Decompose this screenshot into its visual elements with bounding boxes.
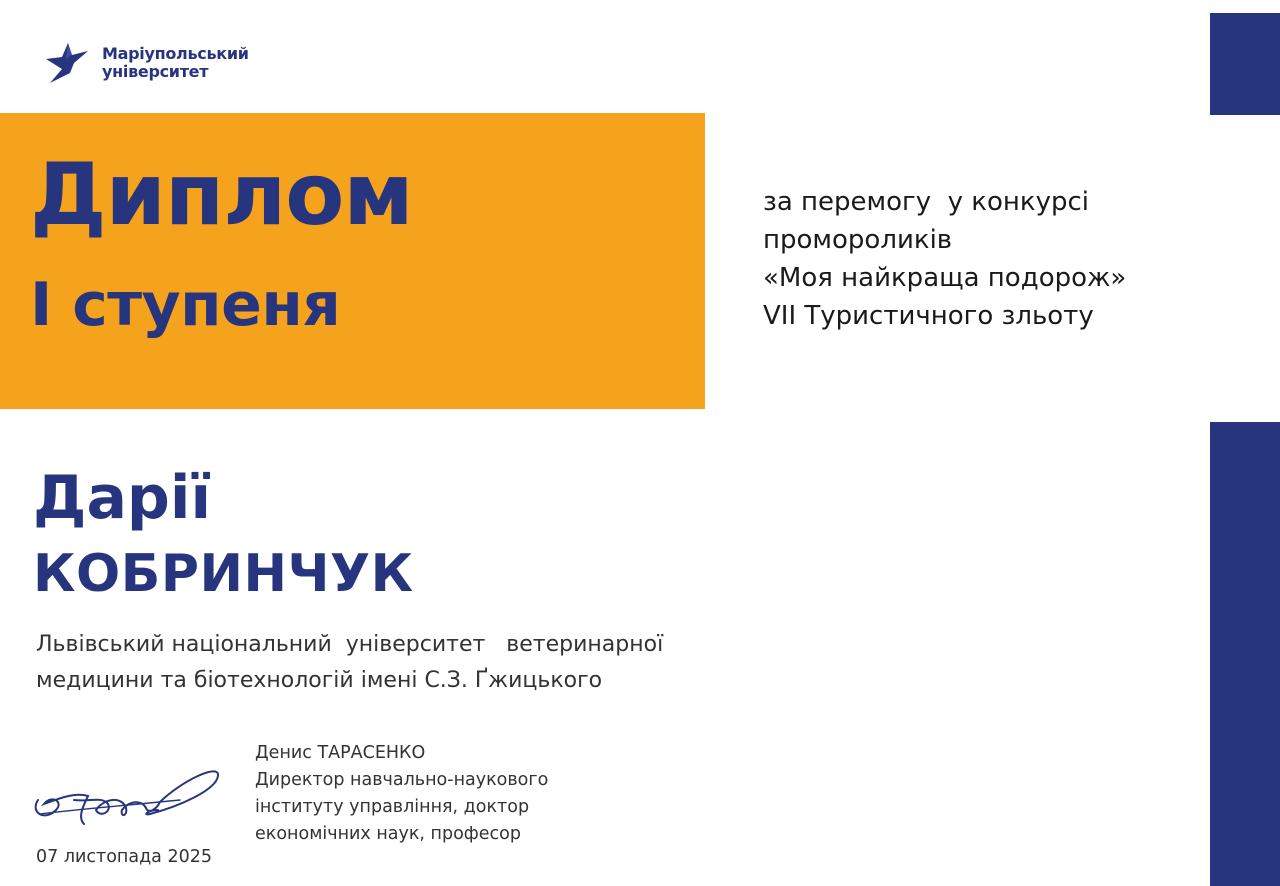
award-line: за перемогу у конкурсі xyxy=(763,187,1089,217)
recipient-institution xyxy=(36,627,716,699)
handwritten-signature xyxy=(30,752,230,841)
award-line: «Моя найкраща подорож» xyxy=(763,263,1127,293)
logo-line-1: Маріупольський xyxy=(102,44,249,63)
recipient-last-name: КОБРИНЧУК xyxy=(33,544,414,604)
recipient-first-name: Дарії xyxy=(33,463,212,533)
award-description xyxy=(763,183,1203,335)
signer-block xyxy=(255,740,585,848)
logo-wordmark xyxy=(102,45,249,81)
diploma-degree: І ступеня xyxy=(30,270,341,340)
award-line: промороликів xyxy=(763,225,953,255)
issue-date: 07 листопада 2025 xyxy=(36,847,212,867)
decorative-blue-bar-bottom xyxy=(1210,422,1280,886)
signer-name: Денис ТАРАСЕНКО xyxy=(255,743,426,763)
signer-title-line: Директор навчально-наукового xyxy=(255,770,549,790)
signer-title-line: інституту управління, доктор xyxy=(255,797,530,817)
logo-line-2: університет xyxy=(102,62,209,81)
diploma-title: Диплом xyxy=(30,145,413,245)
institution-line: медицини та біотехнологій імені С.З. Ґжицького xyxy=(36,668,603,693)
university-logo xyxy=(44,40,249,86)
institution-line: Львівський національний університет ветеринарної xyxy=(36,632,664,657)
signer-title-line: економічних наук, професор xyxy=(255,824,521,844)
award-line: VII Туристичного зльоту xyxy=(763,301,1094,331)
bird-icon xyxy=(44,41,90,85)
decorative-blue-bar-top xyxy=(1210,13,1280,115)
